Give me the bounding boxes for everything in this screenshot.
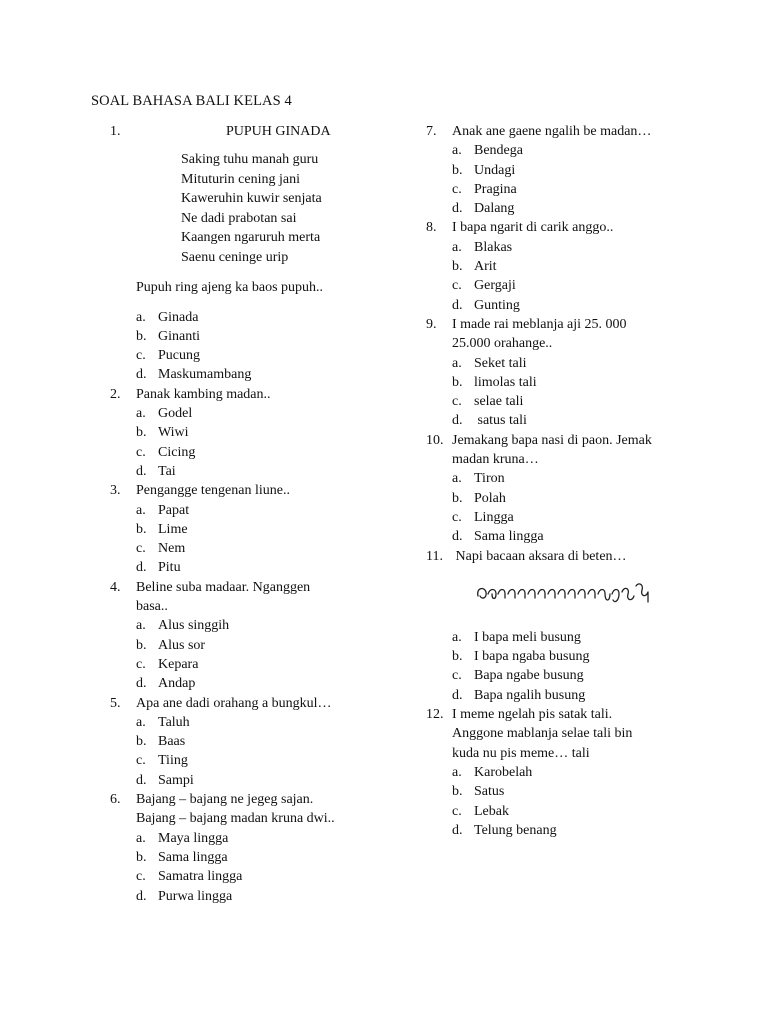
option-c[interactable] [110, 539, 410, 558]
question-text: Napi bacaan aksara di beten… [452, 548, 627, 564]
option-text: Lebak [474, 803, 509, 819]
question-text-continued: Bajang – bajang madan kruna dwi.. [136, 811, 335, 827]
option-text: Seket tali [474, 355, 527, 371]
option-text: Sama lingga [158, 849, 228, 865]
option-text: Ginanti [158, 328, 200, 344]
question-9 [426, 315, 716, 431]
option-letter: a. [136, 830, 146, 846]
question-number: 8. [426, 220, 437, 236]
question-text: Pupuh ring ajeng ka baos pupuh.. [136, 280, 324, 296]
option-letter: a. [136, 309, 146, 325]
option-b[interactable] [426, 373, 716, 392]
option-letter: a. [136, 714, 146, 730]
option-letter: b. [136, 521, 147, 537]
option-a[interactable] [426, 354, 716, 373]
option-a[interactable] [110, 501, 410, 520]
option-letter: c. [452, 278, 462, 294]
question-text-continued: kuda nu pis meme… tali [452, 745, 590, 761]
option-b[interactable] [110, 520, 410, 539]
question-number: 5. [110, 695, 121, 711]
option-text: Baas [158, 734, 186, 750]
option-a[interactable] [426, 469, 716, 488]
option-text: Lingga [474, 509, 514, 525]
option-letter: a. [452, 471, 462, 487]
question-number: 2. [110, 386, 121, 402]
page-title: SOAL BAHASA BALI KELAS 4 [91, 93, 292, 109]
question-text: I bapa ngarit di carik anggo.. [452, 220, 614, 236]
option-c[interactable] [110, 443, 410, 462]
question-number: 7. [426, 124, 437, 139]
option-text: Bendega [474, 143, 523, 159]
option-letter: b. [452, 259, 463, 275]
option-letter: d. [136, 676, 147, 692]
option-letter: c. [452, 181, 462, 197]
question-text-continued: madan kruna… [452, 452, 539, 468]
option-letter: d. [136, 772, 147, 788]
option-d[interactable] [110, 558, 410, 577]
option-d[interactable] [110, 462, 410, 481]
option-c[interactable] [426, 666, 716, 685]
option-d[interactable] [426, 686, 716, 705]
option-text: Pitu [158, 560, 181, 576]
option-text: Maskumambang [158, 367, 252, 383]
option-text: Kepara [158, 656, 199, 672]
option-a[interactable] [426, 141, 716, 160]
question-11 [426, 547, 716, 705]
option-a[interactable] [426, 628, 716, 647]
question-text: Beline suba madaar. Nganggen [136, 579, 311, 595]
option-a[interactable] [110, 308, 410, 327]
option-c[interactable] [110, 346, 410, 365]
option-letter: c. [136, 753, 146, 769]
option-letter: b. [452, 649, 463, 665]
option-c[interactable] [110, 867, 410, 886]
question-text: Apa ane dadi orahang a bungkul… [136, 695, 332, 711]
question-text-continued: basa.. [136, 599, 168, 615]
option-text: satus tali [474, 413, 527, 429]
option-c[interactable] [426, 802, 716, 821]
option-letter: c. [452, 394, 462, 410]
option-text: Gunting [474, 297, 520, 313]
option-d[interactable] [426, 527, 716, 546]
option-letter: c. [136, 541, 146, 557]
option-text: I bapa ngaba busung [474, 649, 590, 665]
option-text: Satus [474, 784, 505, 800]
question-7 [426, 122, 716, 218]
option-text: Samatra lingga [158, 869, 243, 885]
question-text: Jemakang bapa nasi di paon. Jemak [452, 432, 652, 448]
question-number: 3. [110, 483, 121, 499]
option-d[interactable] [110, 887, 410, 906]
poem-line: Kaangen ngaruruh merta [181, 230, 321, 246]
option-text: Ginada [158, 309, 199, 325]
question-3 [110, 481, 410, 577]
option-c[interactable] [426, 392, 716, 411]
option-text: Cicing [158, 444, 196, 460]
poem-line: Saenu ceninge urip [181, 249, 289, 265]
option-c[interactable] [110, 751, 410, 770]
question-text: Bajang – bajang ne jegeg sajan. [136, 792, 314, 808]
option-letter: a. [452, 143, 462, 159]
option-d[interactable] [426, 296, 716, 315]
balinese-script-glyphs [474, 576, 654, 610]
option-letter: d. [452, 529, 463, 545]
option-letter: a. [136, 618, 146, 634]
option-text: Alus sor [158, 637, 206, 653]
option-letter: d. [136, 560, 147, 576]
poem-line: Mituturin cening jani [181, 171, 300, 187]
option-text: Andap [158, 676, 196, 692]
option-letter: b. [452, 162, 463, 178]
poem-line: Kaweruhin kuwir senjata [181, 191, 322, 207]
option-text: Pragina [474, 181, 517, 197]
option-text: Papat [158, 502, 190, 518]
option-b[interactable] [110, 327, 410, 346]
option-letter: d. [136, 367, 147, 383]
option-letter: d. [452, 413, 463, 429]
option-letter: d. [452, 201, 463, 217]
left-column [110, 122, 410, 906]
option-letter: c. [452, 509, 462, 525]
option-d[interactable] [110, 674, 410, 693]
option-letter: c. [136, 869, 146, 885]
option-letter: a. [452, 629, 462, 645]
option-text: Purwa lingga [158, 888, 233, 904]
question-6 [110, 790, 410, 906]
question-2 [110, 385, 410, 481]
option-d[interactable] [110, 365, 410, 384]
option-letter: c. [452, 668, 462, 684]
option-letter: b. [452, 374, 463, 390]
option-letter: d. [452, 822, 463, 838]
option-text: Blakas [474, 239, 513, 255]
option-text: limolas tali [474, 374, 537, 390]
option-d[interactable] [426, 199, 716, 218]
option-letter: c. [136, 348, 146, 364]
option-text: Maya lingga [158, 830, 229, 846]
option-text: Karobelah [474, 764, 533, 780]
option-a[interactable] [110, 829, 410, 848]
option-letter: b. [452, 784, 463, 800]
option-text: Arit [474, 259, 497, 275]
question-text: Pengangge tengenan liune.. [136, 483, 290, 499]
question-1 [110, 122, 410, 385]
question-text: Anak ane gaene ngalih be madan… [452, 124, 652, 139]
option-text: Pucung [158, 348, 200, 364]
option-d[interactable] [110, 771, 410, 790]
option-text: Telung benang [474, 822, 557, 838]
option-text: Bapa ngalih busung [474, 687, 586, 703]
option-text: Undagi [474, 162, 516, 178]
question-text-continued: 25.000 orahange.. [452, 336, 553, 352]
right-column [426, 122, 716, 840]
question-12 [426, 705, 716, 840]
option-text: Tai [158, 463, 176, 479]
option-d[interactable] [426, 821, 716, 840]
option-letter: b. [136, 328, 147, 344]
option-letter: a. [136, 406, 146, 422]
option-text: Lime [158, 521, 188, 537]
option-d[interactable] [426, 411, 716, 430]
option-letter: c. [136, 656, 146, 672]
option-text: Nem [158, 541, 186, 557]
option-text: Bapa ngabe busung [474, 668, 584, 684]
option-letter: a. [452, 239, 462, 255]
question-number: 12. [426, 707, 444, 723]
option-letter: b. [136, 637, 147, 653]
option-a[interactable] [110, 404, 410, 423]
question-number: 10. [426, 432, 444, 448]
option-b[interactable] [426, 161, 716, 180]
option-b[interactable] [426, 257, 716, 276]
question-number: 1. [110, 124, 121, 139]
question-text: I made rai meblanja aji 25. 000 [452, 316, 627, 332]
option-a[interactable] [110, 713, 410, 732]
poem-line: Saking tuhu manah guru [181, 152, 319, 168]
option-letter: d. [136, 463, 147, 479]
option-c[interactable] [426, 508, 716, 527]
option-letter: d. [452, 297, 463, 313]
option-text: Sampi [158, 772, 194, 788]
option-b[interactable] [110, 423, 410, 442]
option-letter: a. [452, 355, 462, 371]
option-c[interactable] [426, 276, 716, 295]
option-b[interactable] [426, 647, 716, 666]
question-text: Panak kambing madan.. [136, 386, 271, 402]
poem-title: PUPUH GINADA [226, 124, 331, 139]
question-5 [110, 694, 410, 790]
option-b[interactable] [426, 489, 716, 508]
option-text: Gergaji [474, 278, 516, 294]
question-number: 9. [426, 316, 437, 332]
option-text: Polah [474, 490, 506, 506]
option-text: Taluh [158, 714, 190, 730]
option-text: selae tali [474, 394, 524, 410]
option-text: Wiwi [158, 425, 189, 441]
option-letter: d. [452, 687, 463, 703]
poem-block [110, 150, 410, 267]
option-c[interactable] [110, 655, 410, 674]
question-number: 11. [426, 548, 443, 564]
question-8 [426, 218, 716, 314]
option-letter: d. [136, 888, 147, 904]
option-text: Sama lingga [474, 529, 544, 545]
option-b[interactable] [110, 848, 410, 867]
option-a[interactable] [426, 763, 716, 782]
option-text: I bapa meli busung [474, 629, 581, 645]
option-letter: c. [136, 444, 146, 460]
option-letter: b. [136, 849, 147, 865]
option-letter: b. [136, 734, 147, 750]
option-b[interactable] [110, 732, 410, 751]
option-a[interactable] [110, 616, 410, 635]
balinese-script-image [426, 566, 716, 628]
question-text-continued: Anggone mablanja selae tali bin [452, 726, 633, 742]
option-letter: a. [452, 764, 462, 780]
option-text: Alus singgih [158, 618, 230, 634]
option-text: Tiron [474, 471, 505, 487]
option-text: Tiing [158, 753, 188, 769]
option-letter: b. [452, 490, 463, 506]
question-number: 6. [110, 792, 121, 808]
option-b[interactable] [110, 636, 410, 655]
question-number: 4. [110, 579, 121, 595]
option-letter: c. [452, 803, 462, 819]
option-text: Godel [158, 406, 193, 422]
option-letter: a. [136, 502, 146, 518]
option-text: Dalang [474, 201, 515, 217]
question-10 [426, 431, 716, 547]
option-b[interactable] [426, 782, 716, 801]
option-a[interactable] [426, 238, 716, 257]
poem-line: Ne dadi prabotan sai [181, 210, 297, 226]
question-4 [110, 578, 410, 694]
question-text: I meme ngelah pis satak tali. [452, 707, 613, 723]
option-c[interactable] [426, 180, 716, 199]
option-letter: b. [136, 425, 147, 441]
